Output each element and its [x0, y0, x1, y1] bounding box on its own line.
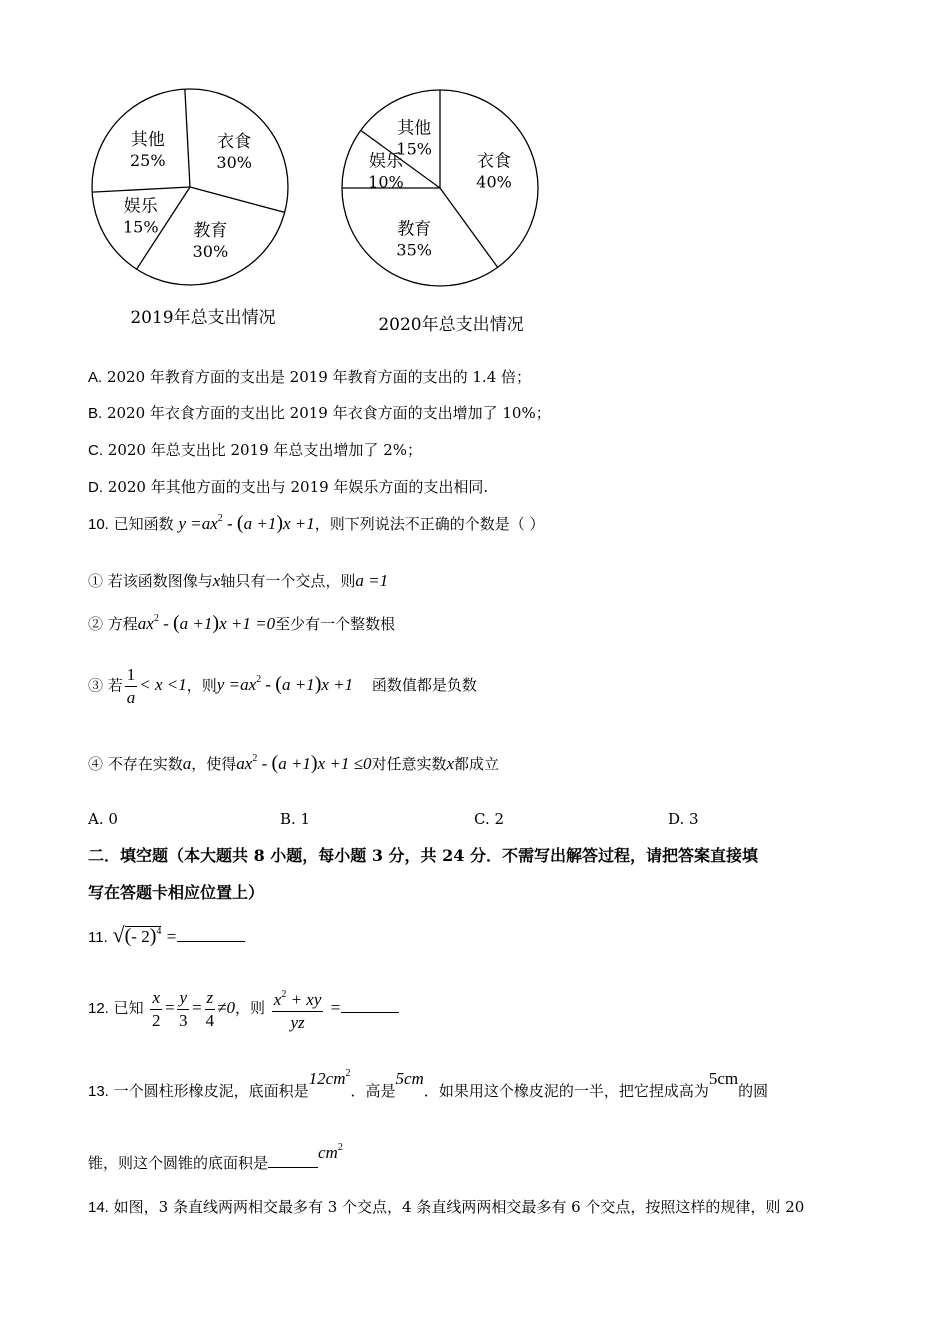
pie_2020-slice-percent: 40% [476, 172, 512, 192]
q10-choice-b: B. 1 [280, 810, 311, 828]
pie_2019-slice-percent: 25% [129, 150, 166, 170]
q10-stem: 10. 已知函数 $y =ax^2 - (a +1)x +1$，则下列说法不正确的个数是（ ） [88, 512, 545, 534]
q10-choice-a: A. 0 [88, 810, 118, 828]
q9-option-d: D. 2020 年其他方面的支出与 2019 年娱乐方面的支出相同. [88, 478, 489, 496]
q10-statement-1: ① 若该函数图像与x轴只有一个交点，则a =1 [88, 571, 389, 590]
q13-line1: 13. 一个圆柱形橡皮泥，底面积是$12cm^2$．高是5cm．如果用这个橡皮泥的一半，把它捏成高为5cm的圆 [88, 1068, 769, 1100]
q14: 14. 如图，3 条直线两两相交最多有 3 个交点，4 条直线两两相交最多有 6 个交点，按照这样的规律，则 20 [88, 1198, 805, 1216]
pie_2019-slice-percent: 30% [192, 242, 229, 262]
pie_2020-slice-label: 衣食 [477, 151, 512, 172]
q9-option-c: C. 2020 年总支出比 2019 年总支出增加了 2%； [88, 441, 422, 459]
pie-2020-caption: 2020年总支出情况 [378, 315, 524, 335]
q12: 12. 已知 $\frac{x}{2}$ = $\frac{y}{3}$ = $\frac{z}{4}$ ≠0，则 $\frac{x^2 + xy}{yz}$ = [88, 984, 399, 1034]
pie_2019-slice-label: 教育 [193, 221, 228, 242]
pie_2019-slice-label: 衣食 [217, 132, 252, 153]
q9-option-a: A. 2020 年教育方面的支出是 2019 年教育方面的支出的 1.4 倍； [88, 368, 532, 386]
q10-choice-c: C. 2 [474, 810, 505, 828]
pie_2019-slice-percent: 30% [216, 153, 252, 173]
pie_2019-slice-label: 其他 [130, 129, 165, 150]
q10-statement-2: ② 方程$ax^2 - (a +1)x +1 =0$至少有一个整数根 [88, 612, 396, 634]
pie_2019-slice-label: 娱乐 [123, 196, 158, 217]
q10-statement-4: ④ 不存在实数a，使得$ax^2 - (a +1)x +1 \le 0$对任意实数x都成立 [88, 752, 500, 774]
q10-statement-3: ③ 若 $\frac{1}{a}$ < x <1，则$y =ax^2 - (a +1)x +1$ 函数值都是负数 [88, 665, 477, 707]
pie_2020-slice-label: 其他 [397, 118, 432, 139]
q10-choice-d: D. 3 [668, 810, 699, 828]
q9-option-b: B. 2020 年衣食方面的支出比 2019 年衣食方面的支出增加了 10%； [88, 404, 551, 422]
pie_2020-slice-label: 娱乐 [368, 151, 403, 172]
q13-line2: 锥，则这个圆锥的底面积是$cm^2$ [88, 1142, 343, 1172]
pie_2020-slice-percent: 15% [396, 139, 432, 159]
q11: 11. √(- 2)$^4$ = [88, 922, 245, 948]
section-heading-line1: 二．填空题（本大题共 8 小题，每小题 3 分，共 24 分．不需写出解答过程，请把答案直接填 [88, 846, 758, 865]
section-heading-line2: 写在答题卡相应位置上） [88, 883, 265, 902]
pie_2020-slice-percent: 35% [396, 240, 432, 260]
pie_2020-slice-label: 教育 [397, 219, 432, 240]
pie_2020-slice-percent: 10% [368, 172, 404, 192]
pie-chart-2020 [330, 85, 560, 345]
pie-chart-2019 [80, 80, 300, 340]
pie_2019-slice-percent: 15% [122, 217, 159, 237]
pie-2019-caption: 2019年总支出情况 [130, 308, 276, 328]
